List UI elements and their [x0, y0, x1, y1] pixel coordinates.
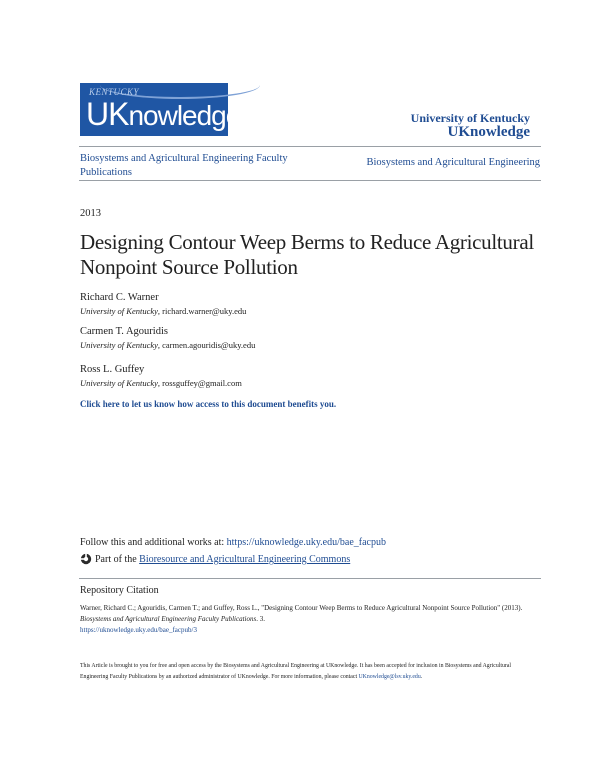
follow-url-link[interactable]: https://uknowledge.uky.edu/bae_facpub: [226, 537, 386, 548]
logo-kentucky-text: KENTUCKY: [89, 87, 140, 97]
author-institution: University of Kentucky: [80, 306, 158, 316]
citation-text: Warner, Richard C.; Agouridis, Carmen T.; and Guffey, Ross L., "Designing Contour Weep Berms to Reduce Agricultural Nonpoint Source Pollution" (2013).: [80, 604, 523, 612]
author-email: , rossguffey@gmail.com: [157, 378, 242, 388]
part-of-prefix: Part of the: [95, 554, 140, 565]
logo-knowledge: nowledge: [128, 100, 241, 131]
logo-wordmark: [86, 98, 240, 132]
author-name: Carmen T. Agouridis: [80, 326, 168, 337]
uknowledge-logo[interactable]: [80, 83, 241, 136]
access-statement: [80, 661, 535, 682]
author-institution: University of Kentucky: [80, 340, 158, 350]
feedback-link[interactable]: Click here to let us know how access to this document benefits you.: [80, 399, 337, 409]
article-title: Designing Contour Weep Berms to Reduce Agricultural Nonpoint Source Pollution: [80, 230, 534, 279]
access-statement-text: This Article is brought to you for free and open access by the Biosystems and Agricultural Engineering at UKnowledge. It has been accepted for inclusion in Biosystems and Agricultural Engineering Faculty Publications by an authorized administrator of UKnowledge. For more information, please contact: [80, 663, 511, 680]
citation-divider: [79, 578, 541, 579]
author-institution: University of Kentucky: [80, 378, 158, 388]
author-affiliation: [80, 306, 246, 316]
publication-year: 2013: [80, 208, 101, 219]
author-email: , carmen.agouridis@uky.edu: [157, 340, 256, 350]
access-statement-tail: .: [420, 673, 423, 680]
citation-series: Biosystems and Agricultural Engineering Faculty Publications: [80, 615, 257, 623]
commons-link[interactable]: Bioresource and Agricultural Engineering Commons: [139, 554, 351, 565]
follow-prefix: Follow this and additional works at:: [80, 537, 227, 548]
contact-email-link[interactable]: UKnowledge@lsv.uky.edu: [358, 673, 421, 680]
header-top-divider: [79, 146, 541, 147]
repository-name[interactable]: UKnowledge: [447, 124, 530, 140]
header-bottom-divider: [79, 180, 541, 181]
author-affiliation: [80, 340, 255, 350]
part-of-line: [95, 554, 350, 565]
network-icon: [80, 553, 92, 565]
collection-link[interactable]: Biosystems and Agricultural Engineering Faculty Publications: [80, 153, 288, 178]
logo-uk: UK: [86, 96, 129, 132]
author-affiliation: [80, 378, 242, 388]
author-name: Richard C. Warner: [80, 292, 159, 303]
citation-url-link[interactable]: https://uknowledge.uky.edu/bae_facpub/3: [80, 626, 197, 634]
follow-line: [80, 537, 386, 548]
department-link[interactable]: Biosystems and Agricultural Engineering: [366, 157, 540, 168]
repository-citation: [80, 603, 540, 636]
author-email: , richard.warner@uky.edu: [157, 306, 247, 316]
university-name[interactable]: University of Kentucky: [410, 111, 530, 125]
citation-tail: . 3.: [256, 615, 265, 623]
author-name: Ross L. Guffey: [80, 364, 145, 375]
repository-citation-heading: Repository Citation: [80, 585, 159, 596]
